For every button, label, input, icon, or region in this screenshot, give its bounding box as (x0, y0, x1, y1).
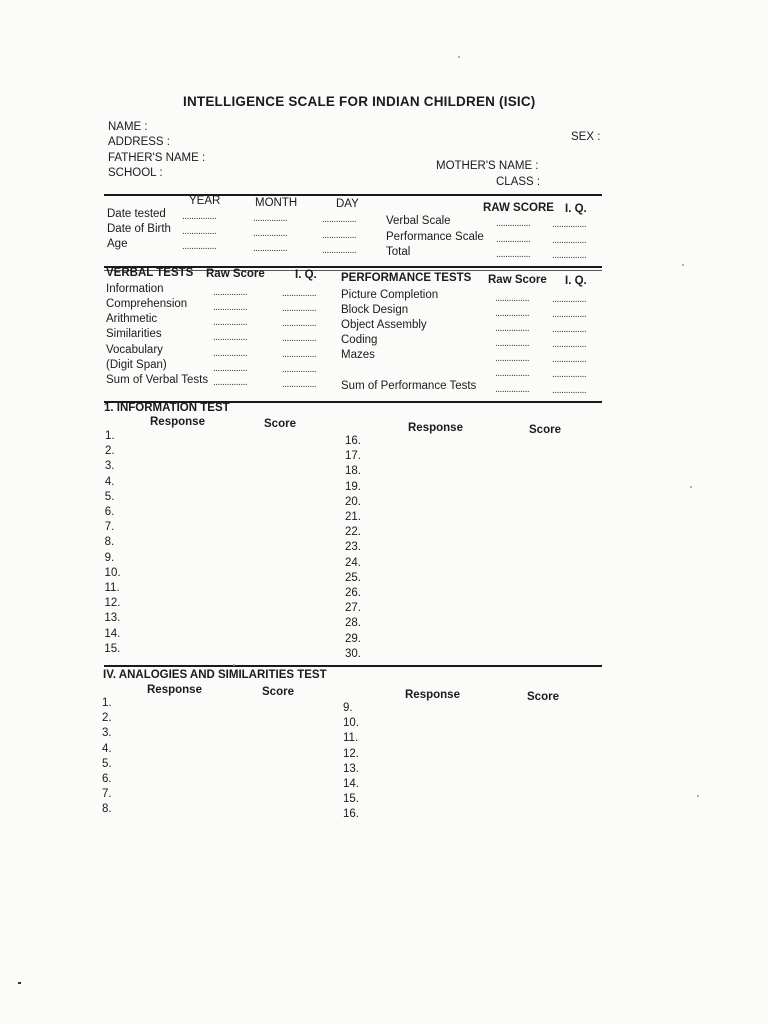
year-field-1[interactable]: ............... (182, 211, 217, 222)
item-number: 7. (102, 788, 112, 801)
perf-iq-6[interactable]: ............... (552, 369, 587, 380)
perf-raw-2[interactable]: ............... (495, 308, 530, 319)
year-field-3[interactable]: ............... (182, 241, 217, 252)
verbal-raw-5[interactable]: ............... (213, 348, 248, 359)
day-field-2[interactable]: ............... (322, 230, 357, 241)
item-number: 19. (345, 480, 361, 493)
col-month: MONTH (255, 197, 298, 209)
item-number: 9. (104, 551, 115, 564)
perf-iq-4[interactable]: ............... (552, 339, 587, 350)
verbal-tests-heading: VERBAL TESTS (106, 267, 194, 279)
month-field-1[interactable]: ............... (253, 213, 288, 224)
perf-iq-3[interactable]: ............... (552, 324, 587, 335)
item-number: 10. (104, 566, 121, 579)
info-score-header-left: Score (264, 418, 296, 430)
verbal-iq-field[interactable]: ............... (552, 219, 587, 230)
item-number: 17. (345, 450, 361, 463)
scan-speck (458, 56, 460, 58)
col-year: YEAR (189, 195, 221, 207)
item-number: 3. (102, 727, 112, 740)
divider-4 (104, 665, 602, 667)
total-raw-field[interactable]: ............... (496, 249, 531, 260)
item-number: 6. (104, 506, 115, 518)
analogies-test-heading: IV. ANALOGIES AND SIMILARITIES TEST (103, 669, 327, 681)
verbal-iq-2[interactable]: ............... (282, 303, 317, 314)
form-title: INTELLIGENCE SCALE FOR INDIAN CHILDREN (ISIC) (183, 94, 536, 109)
divider-1 (104, 194, 602, 196)
item-number: 3. (104, 460, 115, 473)
item-number: 2. (104, 445, 115, 458)
verbal-iq-1[interactable]: ............... (282, 288, 317, 299)
scan-speck (690, 486, 692, 488)
iq-header: I. Q. (565, 203, 587, 215)
performance-scale-label: Performance Scale (386, 231, 484, 243)
item-number: 5. (102, 757, 112, 770)
total-iq-field[interactable]: ............... (552, 250, 587, 261)
name-label: NAME : (108, 121, 148, 133)
father-name-label: FATHER'S NAME : (108, 152, 206, 164)
item-number: 8. (102, 803, 112, 816)
perf-iq-header: I. Q. (565, 275, 587, 287)
anal-response-header-left: Response (147, 684, 202, 696)
coding-label: Coding (341, 334, 378, 346)
verbal-raw-sum[interactable]: ............... (213, 377, 248, 388)
item-number: 23. (345, 541, 361, 554)
info-response-header-left: Response (150, 416, 205, 428)
perf-iq-1[interactable]: ............... (552, 294, 587, 305)
day-field-1[interactable]: ............... (322, 214, 357, 225)
col-day: DAY (336, 198, 359, 210)
perf-iq-field[interactable]: ............... (552, 235, 587, 246)
anal-score-header-left: Score (262, 686, 294, 698)
digit-span-label: (Digit Span) (106, 359, 167, 371)
perf-iq-2[interactable]: ............... (552, 309, 587, 320)
verbal-iq-sum[interactable]: ............... (282, 379, 317, 390)
item-number: 13. (104, 612, 121, 625)
perf-iq-sum[interactable]: ............... (552, 385, 587, 396)
item-number: 21. (345, 511, 361, 523)
day-field-3[interactable]: ............... (322, 245, 357, 256)
item-number: 7. (104, 521, 115, 534)
verbal-raw-6[interactable]: ............... (213, 363, 248, 374)
item-number: 9. (343, 702, 353, 714)
similarities-label: Similarities (106, 328, 162, 340)
age-label: Age (107, 238, 128, 250)
item-number: 4. (104, 475, 115, 488)
mazes-label: Mazes (341, 349, 375, 361)
info-response-header-right: Response (408, 422, 463, 434)
comprehension-label: Comprehension (106, 298, 188, 310)
perf-raw-3[interactable]: ............... (495, 323, 530, 334)
month-field-3[interactable]: ............... (253, 243, 288, 254)
item-number: 15. (104, 642, 121, 655)
item-number: 16. (343, 808, 359, 821)
perf-raw-4[interactable]: ............... (495, 338, 530, 349)
item-number: 26. (345, 587, 361, 599)
item-number: 20. (345, 495, 361, 508)
raw-score-header: RAW SCORE (483, 202, 554, 214)
verbal-iq-6[interactable]: ............... (282, 364, 317, 375)
anal-score-header-right: Score (527, 691, 559, 703)
item-number: 10. (343, 717, 359, 730)
item-number: 15. (343, 793, 359, 806)
scan-speck (233, 664, 235, 666)
item-number: 29. (345, 632, 361, 645)
info-score-header-right: Score (529, 424, 561, 436)
total-label: Total (386, 246, 411, 258)
item-number: 5. (104, 490, 115, 503)
item-number: 11. (104, 582, 120, 594)
item-number: 12. (104, 597, 121, 610)
verbal-raw-1[interactable]: ............... (213, 287, 248, 298)
verbal-raw-3[interactable]: ............... (213, 317, 248, 328)
item-number: 27. (345, 602, 361, 615)
class-label: CLASS : (496, 176, 541, 188)
item-number: 22. (345, 526, 361, 539)
arithmetic-label: Arithmetic (106, 313, 158, 325)
verbal-raw-4[interactable]: ............... (213, 332, 248, 343)
perf-iq-5[interactable]: ............... (552, 354, 587, 365)
item-number: 11. (343, 732, 359, 745)
item-number: 14. (343, 778, 359, 790)
verbal-iq-3[interactable]: ............... (282, 318, 317, 329)
month-field-2[interactable]: ............... (253, 228, 288, 239)
item-number: 18. (345, 465, 361, 478)
date-of-birth-label: Date of Birth (107, 223, 171, 235)
sum-performance-label: Sum of Performance Tests (341, 380, 477, 392)
item-number: 30. (345, 647, 361, 660)
vocabulary-label: Vocabulary (106, 344, 163, 356)
perf-raw-field[interactable]: ............... (496, 234, 531, 245)
verbal-iq-header: I. Q. (295, 269, 317, 281)
verbal-raw-score-header: Raw Score (206, 268, 265, 280)
verbal-raw-field[interactable]: ............... (496, 218, 531, 229)
year-field-2[interactable]: ............... (182, 226, 217, 237)
perf-raw-5[interactable]: ............... (495, 353, 530, 364)
performance-tests-heading: PERFORMANCE TESTS (341, 272, 472, 284)
scan-speck (697, 795, 699, 797)
anal-response-header-right: Response (405, 689, 460, 701)
block-design-label: Block Design (341, 304, 409, 316)
information-label: Information (106, 283, 164, 295)
school-label: SCHOOL : (108, 167, 163, 179)
item-number: 4. (102, 742, 112, 755)
perf-raw-1[interactable]: ............... (495, 293, 530, 304)
address-label: ADDRESS : (108, 136, 170, 148)
item-number: 24. (345, 556, 361, 569)
scan-speck (682, 264, 684, 266)
item-number: 1. (102, 697, 112, 709)
item-number: 6. (102, 773, 112, 785)
perf-raw-6[interactable]: ............... (495, 368, 530, 379)
mother-name-label: MOTHER'S NAME : (436, 160, 539, 172)
date-tested-label: Date tested (107, 208, 166, 220)
item-number: 13. (343, 762, 359, 775)
verbal-raw-2[interactable]: ............... (213, 302, 248, 313)
item-number: 14. (104, 627, 121, 640)
perf-raw-score-header: Raw Score (488, 274, 547, 286)
item-number: 12. (343, 747, 359, 760)
item-number: 2. (102, 712, 112, 725)
item-number: 28. (345, 617, 361, 630)
scan-edge-mark (18, 982, 21, 984)
verbal-iq-4[interactable]: ............... (282, 333, 317, 344)
picture-completion-label: Picture Completion (341, 289, 439, 301)
item-number: 8. (104, 536, 115, 549)
object-assembly-label: Object Assembly (341, 319, 427, 331)
verbal-iq-5[interactable]: ............... (282, 349, 317, 360)
verbal-scale-label: Verbal Scale (386, 215, 451, 227)
item-number: 25. (345, 571, 361, 584)
sum-verbal-label: Sum of Verbal Tests (106, 374, 209, 386)
item-number: 16. (345, 435, 361, 447)
information-test-heading: 1. INFORMATION TEST (104, 402, 230, 414)
perf-raw-sum[interactable]: ............... (495, 384, 530, 395)
item-number: 1. (105, 430, 115, 442)
sex-label: SEX : (571, 131, 601, 143)
